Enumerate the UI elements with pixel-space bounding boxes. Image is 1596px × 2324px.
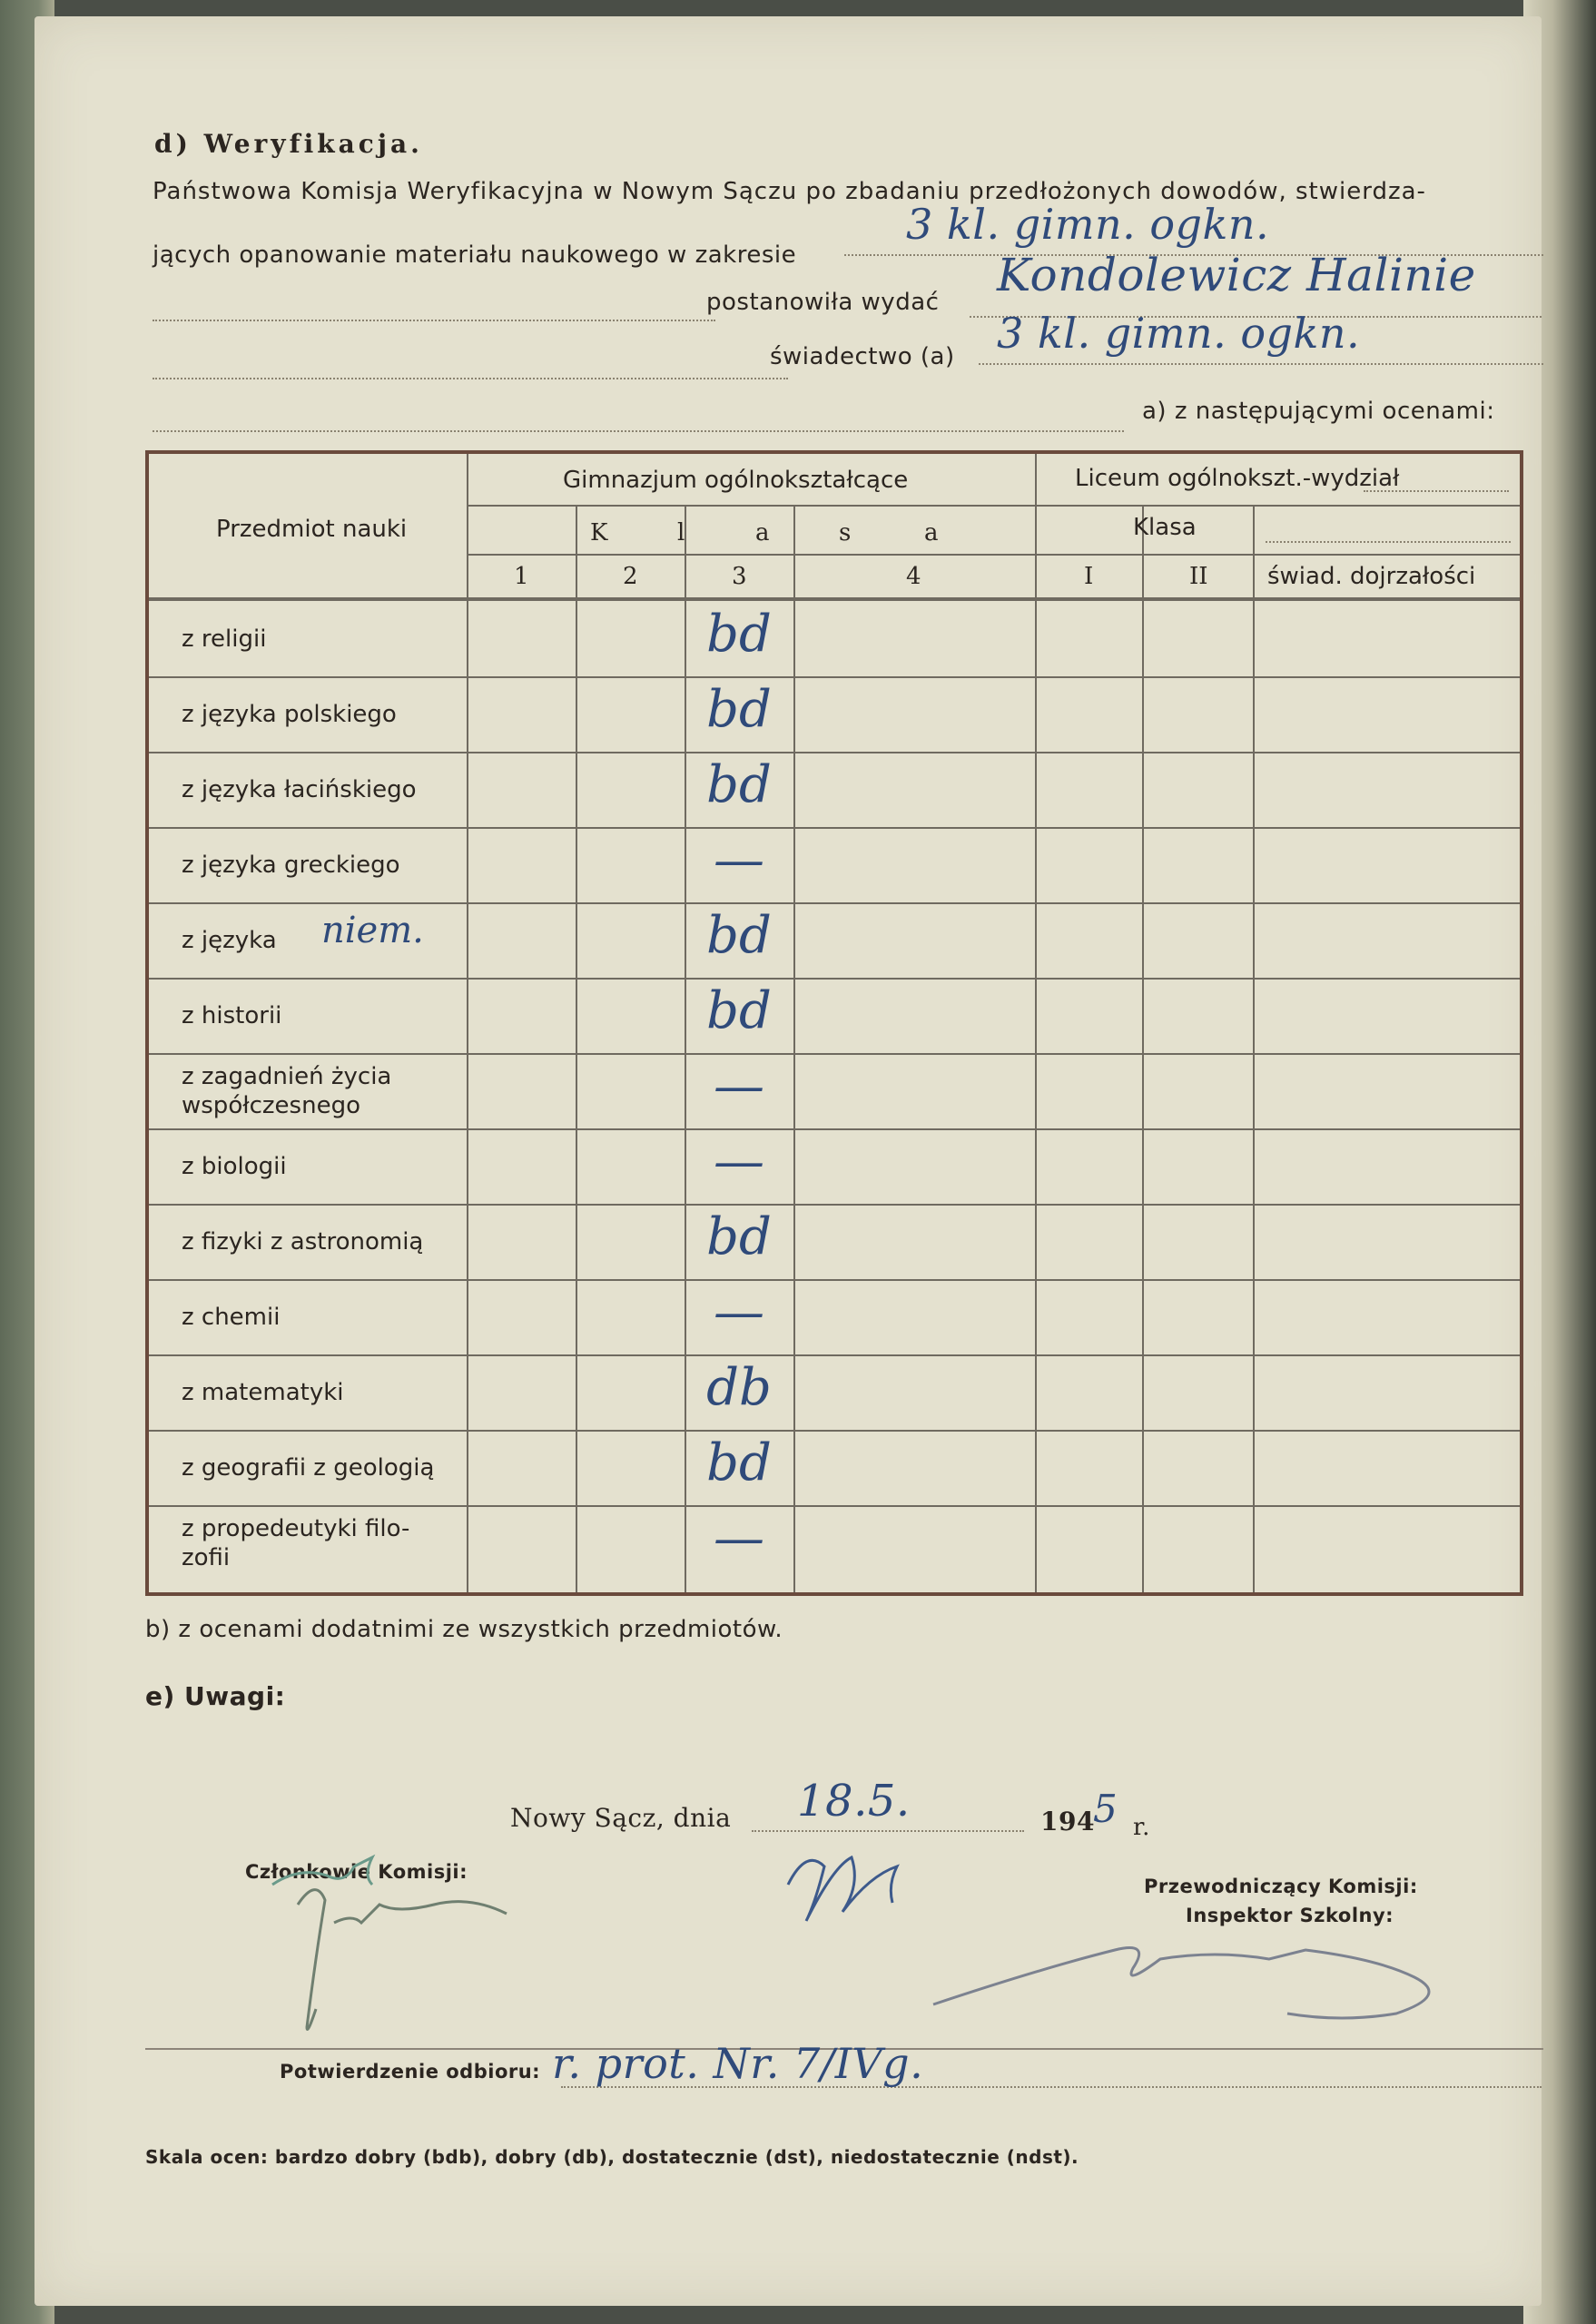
certificate-label: świadectwo (a) [770,343,955,370]
year-hand: 5 [1093,1787,1118,1831]
subject-name: z języka greckiego [182,852,400,879]
subject-name: z chemii [182,1304,281,1331]
subject-name: z fizyki z astronomią [182,1228,424,1256]
year-print: 194 [1040,1807,1095,1837]
subject-name: z języka [182,927,277,954]
col-II: II [1189,563,1208,590]
col-2: 2 [623,563,638,590]
subject-header: Przedmiot nauki [216,516,408,543]
klasa-letter: K [590,519,608,547]
klasa-letter: l [677,519,685,547]
handwritten-certificate: 3 kl. gimn. ogkn. [997,309,1361,358]
subject-name: z języka polskiego [182,701,397,728]
decision-label: postanowiła wydać [706,289,940,316]
grade-class-3: bd [706,755,772,814]
col-matura: świad. dojrzałości [1267,563,1476,590]
handwritten-recipient: Kondolewicz Halinie [997,249,1476,301]
verification-line-2: jących opanowanie materiału naukowego w zakresie [153,241,797,269]
handwritten-receipt: r. prot. Nr. 7/IVg. [552,2039,924,2088]
place-label: Nowy Sącz, dnia [510,1803,732,1833]
grade-class-3: — [714,1283,764,1342]
klasa-letter: a [924,519,939,547]
signature-strokes [34,16,1542,2306]
subject-name: z propedeutyki filo- zofii [182,1515,410,1571]
grade-class-3: bd [706,1207,772,1266]
subject-name: z zagadnień życia współczesnego [182,1063,392,1119]
liceum-klasa: Klasa [1133,514,1197,541]
grade-class-3: bd [706,605,772,664]
col-4: 4 [906,563,921,590]
signature-chair [933,1948,1429,2019]
verification-line-1: Państwowa Komisja Weryfikacyjna w Nowym Sączu po zbadaniu przedłożonych dowodów, stwierdza- [153,178,1426,205]
col-1: 1 [514,563,529,590]
members-label: Członkowie Komisji: [245,1861,468,1883]
grade-class-3: bd [706,680,772,739]
handwritten-date: 18.5. [797,1776,911,1827]
grade-class-3: bd [706,981,772,1040]
grades-intro: a) z następującymi ocenami: [1142,398,1495,425]
year-suffix: r. [1133,1814,1150,1841]
subject-name: z geografii z geologią [182,1454,435,1482]
grade-class-3: — [714,1509,764,1568]
chair-label: Przewodniczący Komisji: [1144,1876,1418,1897]
klasa-letter: a [755,519,770,547]
section-b: b) z ocenami dodatnimi ze wszystkich przedmiotów. [145,1616,783,1643]
document-page [34,16,1542,2306]
receipt-label: Potwierdzenie odbioru: [280,2061,541,2083]
subject-name: z biologii [182,1153,287,1180]
liceum-header: Liceum ogólnokszt.-wydział [1075,465,1400,492]
subject-name: z historii [182,1002,282,1029]
grade-class-3: — [714,1057,764,1116]
signature-date [788,1857,897,1921]
grade-class-3: — [714,1132,764,1191]
subject-name: z matematyki [182,1379,344,1406]
section-d-title: d) Weryfikacja. [154,129,423,159]
subject-handwritten: niem. [321,910,424,951]
section-e: e) Uwagi: [145,1681,286,1711]
handwritten-scope: 3 kl. gimn. ogkn. [906,200,1270,249]
gimnazjum-header: Gimnazjum ogólnokształcące [563,467,909,494]
klasa-letter: s [839,519,852,547]
signature-member-2 [298,1890,507,2030]
signature-member-1 [272,1857,372,1885]
grade-class-3: bd [706,906,772,965]
col-3: 3 [732,563,747,590]
grading-scale: Skala ocen: bardzo dobry (bdb), dobry (db), dostatecznie (dst), niedostatecznie (ndst). [145,2146,1079,2168]
grade-class-3: — [714,831,764,890]
subject-name: z języka łacińskiego [182,776,417,803]
col-I: I [1084,563,1094,590]
inspector-label: Inspektor Szkolny: [1186,1905,1394,1926]
subject-name: z religii [182,625,267,653]
grade-class-3: bd [706,1433,772,1492]
grade-class-3: db [706,1358,772,1417]
